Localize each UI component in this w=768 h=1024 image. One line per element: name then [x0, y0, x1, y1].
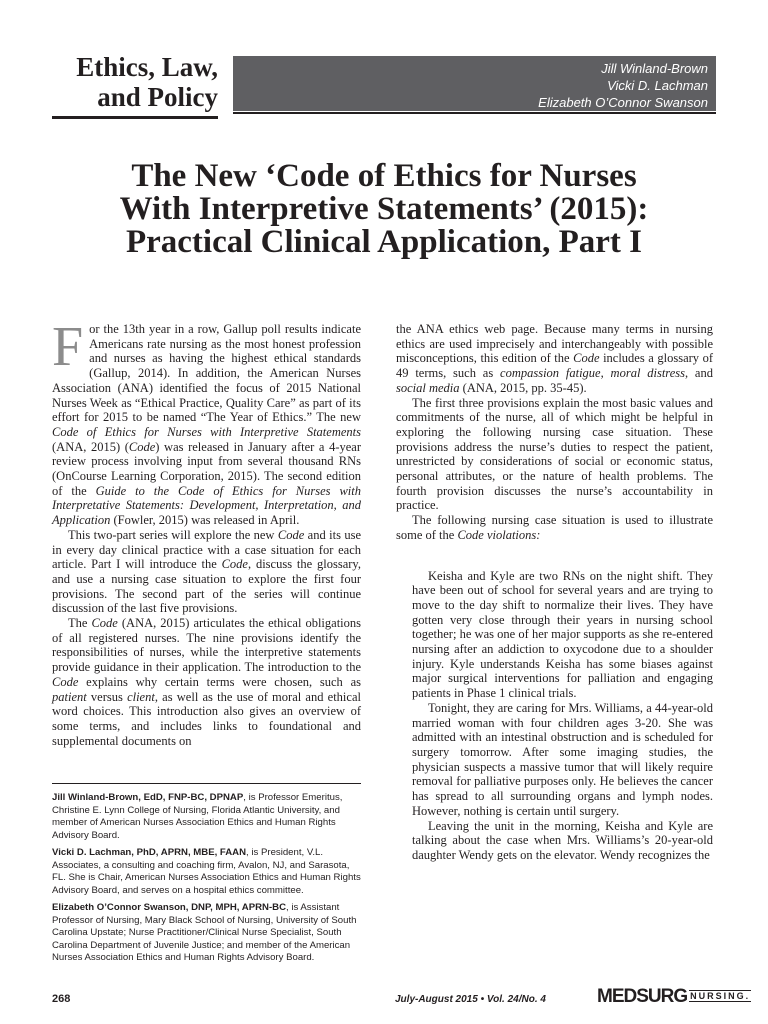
authors-banner — [233, 56, 716, 111]
title-line: The New ‘Code of Ethics for Nurses — [131, 158, 637, 194]
logo-main: MEDSURG — [597, 986, 688, 1007]
case-paragraph: Leaving the unit in the morning, Keisha and Kyle are talking about the case when Mrs. Williams’s 20-year-old daughter Wendy gets on the elevator. Wendy recognizes the — [412, 818, 713, 862]
left-column — [52, 316, 362, 748]
author-name: Vicki D. Lachman — [607, 78, 708, 93]
case-paragraph: Keisha and Kyle are two RNs on the night shift. They have been out of school for several years and are trying to move to the day shift to normalize their lives. They have gotten very close through their years in nursing school together; he was one of her major supports as she re-entered nursing after an addiction to oxycodone due to a shoulder injury. Kyle understands Keisha has some biases against major surgical interventions for palliation and engaging patients in Phase 1 clinical trials. — [412, 568, 713, 701]
author-bio: Vicki D. Lachman, PhD, APRN, MBE, FAAN, is President, V.L. Associates, a consulting and coaching firm, Avalon, NJ, and Sarasota, FL. She is Chair, American Nurses Association Ethics and Human Rights Advisory Board, and serves on a hospital ethics committee. — [52, 847, 361, 896]
body-paragraph: This two-part series will explore the new Code and its use in every day clinical practice with a case situation for each article. Part I will introduce the Code, discuss the glossary, and use a nursing case situation to explore the first four provisions. The second part of the series will continue discussion of the last five provisions. — [52, 527, 361, 616]
body-paragraph: the ANA ethics web page. Because many terms in nursing ethics are used imprecisely and interchangeably with possible misconceptions, this edition of the Code includes a glossary of 49 terms, such as compassion fatigue, moral distress, and social media (ANA, 2015, pp. 35-45). — [396, 322, 714, 395]
drop-cap: F — [52, 316, 84, 378]
author-bios — [52, 783, 361, 970]
author-bio: Elizabeth O’Connor Swanson, DNP, MPH, APRN-BC, is Assistant Professor of Nursing, Mary Black School of Nursing, University of South Carolina Upstate; Nurse Practitioner/Clinical Nurse Specialist, South Carolina Department of Juvenile Justice; and member of the American Nurses Association Ethics and Human Rights Advisory Board. — [52, 902, 357, 963]
header-rule — [233, 112, 716, 114]
department-line-2: and Policy — [97, 82, 218, 112]
author-bio: Jill Winland-Brown, EdD, FNP-BC, DPNAP, is Professor Emeritus, Christine E. Lynn College of Nursing, Florida Atlantic University, and member of American Nurses Association Ethics and Human Rights Advisory Board. — [52, 792, 343, 841]
title-line: Practical Clinical Application, Part I — [125, 224, 643, 260]
case-situation — [412, 569, 713, 863]
body-paragraph: The first three provisions explain the most basic values and commitments of the nurse, all of which might be helpful in exploring the following nursing case situation. These provisions address the nurse’s duties to respect the patient, unrestricted by considerations of social or economic status, personal attributes, or the nature of health problems. The fourth provision discusses the nurse’s accountability in practice. — [396, 395, 713, 513]
right-column — [396, 322, 713, 863]
issue-info: July-August 2015 • Vol. 24/No. 4 — [395, 994, 546, 1005]
case-paragraph: Tonight, they are caring for Mrs. Williams, a 44-year-old married woman with four children ages 3-20. She was admitted with an intestinal obstruction and is scheduled for surgery tomorrow. After some imaging studies, the physician suspects a massive tumor that will likely require removal for palliative purposes only. He believes the cancer has spread to all surrounding organs and lymph nodes. However, nothing is certain until surgery. — [412, 700, 713, 818]
author-name: Elizabeth O’Connor Swanson — [538, 95, 708, 110]
page-number: 268 — [52, 993, 71, 1005]
department-heading — [52, 52, 218, 119]
journal-logo — [597, 986, 751, 1008]
logo-sub: NURSING. — [690, 991, 751, 1001]
intro-paragraph: For the 13th year in a row, Gallup poll results indicate Americans rate nursing as the most honest profession and nurses as having the highest ethical standards (Gallup, 2014). In addition, the American Nurses Association (ANA) identified the focus of 2015 National Nurses Week as “Ethical Practice, Quality Care” as part of its effort for 2015 to be named “The Year of Ethics.” The new Code of Ethics for Nurses with Interpretive Statements (ANA, 2015) (Code) was released in January after a 4-year review process involving input from several thousand RNs (OnCourse Learning Corporation, 2015). The second edition of the Guide to the Code of Ethics for Nurses with Interpretative Statements: Development, Interpretation, and Application (Fowler, 2015) was released in April. — [52, 316, 362, 528]
department-line-1: Ethics, Law, — [76, 52, 218, 82]
author-list — [233, 56, 716, 111]
author-name: Jill Winland-Brown — [601, 61, 708, 76]
body-paragraph: The following nursing case situation is used to illustrate some of the Code violations: — [396, 513, 713, 542]
article-title — [40, 160, 728, 259]
body-paragraph: The Code (ANA, 2015) articulates the ethical obligations of all registered nurses. The nine provisions identify the responsibilities of nurses, while the interpretive statements provide guidance in their application. The introduction to the Code explains why certain terms were chosen, such as patient versus client, as well as the use of moral and ethical word choices. This introduction also gives an overview of some terms, and includes links to foundational and supplemental documents on — [52, 616, 362, 748]
title-line: With Interpretive Statements’ (2015): — [119, 191, 649, 227]
